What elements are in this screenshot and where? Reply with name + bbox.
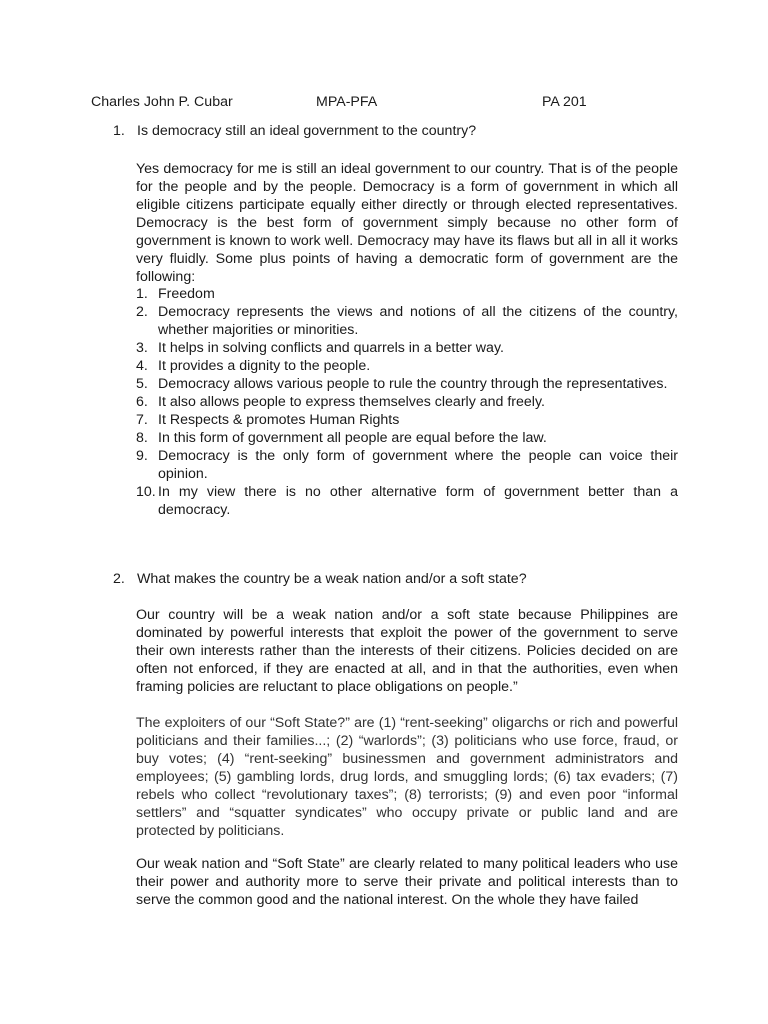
answer-1-paragraph: [136, 160, 678, 286]
answer-2-paragraph-1: [136, 606, 678, 696]
list-item: [136, 447, 678, 483]
course-label: PA 201: [542, 94, 587, 110]
democracy-points-list: [136, 285, 678, 519]
list-item: [136, 375, 678, 393]
answer-2-text-3: Our weak nation and “Soft State” are clearly related to many political leaders who use their power and authority more to serve their private and political interests than to serve the common good and the national interest. On the whole they have failed: [136, 856, 678, 908]
list-item-number: 7.: [136, 412, 148, 428]
list-item-text: Freedom: [158, 286, 215, 302]
list-item: [136, 285, 678, 303]
answer-1-text: Yes democracy for me is still an ideal government to our country. That is of the people for the people and by the people. Democracy is a form of government in which all eligible citizens participate equally either directly or through elected representatives. Democracy is the best form of government simply because no other form of government is known to work well. Democracy may have its flaws but all in all it works very fluidly. Some plus points of having a democratic form of government are the following:: [136, 161, 678, 285]
answer-2-paragraph-3: [136, 855, 678, 909]
list-item-number: 5.: [136, 376, 148, 392]
list-item: [136, 411, 678, 429]
list-item: [136, 339, 678, 357]
list-item-number: 6.: [136, 394, 148, 410]
question-1-number: 1.: [113, 123, 125, 139]
answer-2-text-1: Our country will be a weak nation and/or a soft state because Philippines are dominated by powerful interests that exploit the power of the government to serve their own interests rather than the interests of their citizens. Policies decided on are often not enforced, if they are enacted at all, and in that the authorities, even when framing policies are reluctant to place obligations on people.”: [136, 607, 678, 695]
document-header: [91, 93, 708, 111]
question-2-text: What makes the country be a weak nation and/or a soft state?: [137, 571, 527, 587]
answer-2-paragraph-2: [136, 714, 678, 840]
list-item-text: In this form of government all people are equal before the law.: [158, 430, 547, 446]
list-item-text: In my view there is no other alternative form of government better than a democracy.: [158, 484, 678, 518]
list-item: [136, 483, 678, 519]
list-item-text: It Respects & promotes Human Rights: [158, 412, 400, 428]
list-item-number: 1.: [136, 286, 148, 302]
list-item-text: It helps in solving conflicts and quarrels in a better way.: [158, 340, 504, 356]
list-item: [136, 357, 678, 375]
question-2: [113, 570, 683, 588]
list-item-text: Democracy represents the views and notions of all the citizens of the country, whether majorities or minorities.: [158, 304, 678, 338]
author-name: Charles John P. Cubar: [91, 94, 233, 110]
list-item: [136, 303, 678, 339]
list-item: [136, 393, 678, 411]
answer-2-text-2: The exploiters of our “Soft State?” are (1) “rent-seeking” oligarchs or rich and powerful politicians and their families...; (2) “warlords”; (3) politicians who use force, fraud, or buy votes; (4) “rent-seeking” businessmen and government administrators and employees; (5) gambling lords, drug lords, and smuggling lords; (6) tax evaders; (7) rebels who collect “revolutionary taxes”; (8) terrorists; (9) and even poor “informal settlers” and “squatter syndicates” who occupy private or public land and are protected by politicians.: [136, 715, 678, 839]
list-item-number: 4.: [136, 358, 148, 374]
list-item-text: Democracy is the only form of government where the people can voice their opinion.: [158, 448, 678, 482]
list-item-text: It provides a dignity to the people.: [158, 358, 371, 374]
list-item-number: 2.: [136, 304, 148, 320]
question-2-number: 2.: [113, 571, 125, 587]
question-1: [113, 122, 683, 140]
list-item: [136, 429, 678, 447]
list-item-number: 8.: [136, 430, 148, 446]
list-item-number: 10.: [136, 484, 156, 500]
list-item-number: 3.: [136, 340, 148, 356]
program-label: MPA-PFA: [316, 94, 378, 110]
list-item-number: 9.: [136, 448, 148, 464]
list-item-text: It also allows people to express themselves clearly and freely.: [158, 394, 545, 410]
list-item-text: Democracy allows various people to rule the country through the representatives.: [158, 376, 668, 392]
question-1-text: Is democracy still an ideal government to the country?: [137, 123, 477, 139]
